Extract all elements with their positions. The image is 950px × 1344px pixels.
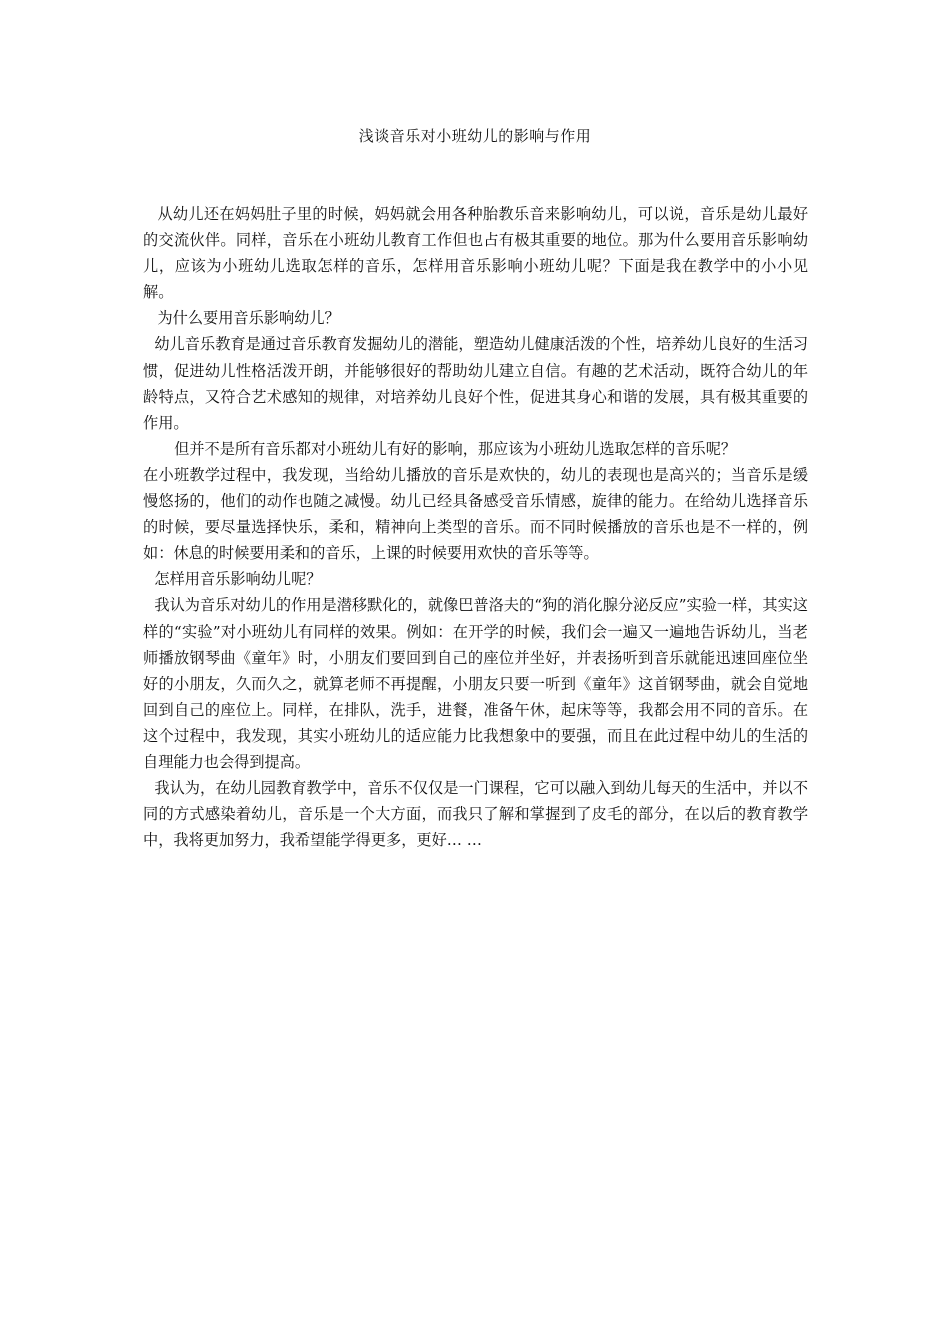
heading-why: 为什么要用音乐影响幼儿？: [157, 309, 340, 328]
heading-how: 怎样用音乐影响幼儿呢？: [154, 570, 322, 589]
paragraph-teaching-observation: 在小班教学过程中，我发现，当给幼儿播放的音乐是欢快的，幼儿的表现也是高兴的；当音乐是缓慢悠扬的，他们的动作也随之减慢。幼儿已经具备感受音乐情感，旋律的能力。在给幼儿选择音乐的时候，要尽量选择快乐，柔和，精神向上类型的音乐。而不同时候播放的音乐也是不一样的，例如：休息的时候要用柔和的音乐，上课的时候要用欢快的音乐等等。: [143, 465, 808, 563]
paragraph-conclusion: 我认为，在幼儿园教育教学中，音乐不仅仅是一门课程，它可以融入到幼儿每天的生活中，并以不同的方式感染着幼儿，音乐是一个大方面，而我只了解和掌握到了皮毛的部分，在以后的教育教学中，我将更加努力，我希望能学得更多，更好… …: [143, 779, 808, 850]
document-title: 浅谈音乐对小班幼儿的影响与作用: [358, 127, 592, 145]
paragraph-question-choice: 但并不是所有音乐都对小班幼儿有好的影响，那应该为小班幼儿选取怎样的音乐呢？: [174, 439, 737, 458]
paragraph-pavlov-example: 我认为音乐对幼儿的作用是潜移默化的，就像巴普洛夫的“狗的消化腺分泌反应”实验一样，其实这样的“实验”对小班幼儿有同样的效果。例如：在开学的时候，我们会一遍又一遍地告诉幼儿，当老师播放钢琴曲《童年》时，小朋友们要回到自己的座位并坐好，并表扬听到音乐就能迅速回座位坐好的小朋友，久而久之，就算老师不再提醒，小朋友只要一听到《童年》这首钢琴曲，就会自觉地回到自己的座位上。同样，在排队，洗手，进餐，准备午休，起床等等，我都会用不同的音乐。在这个过程中，我发现，其实小班幼儿的适应能力比我想象中的要强，而且在此过程中幼儿的生活的自理能力也会得到提高。: [143, 596, 808, 771]
paragraph-intro: 从幼儿还在妈妈肚子里的时候，妈妈就会用各种胎教乐音来影响幼儿，可以说，音乐是幼儿最好的交流伙伴。同样，音乐在小班幼儿教育工作但也占有极其重要的地位。那为什么要用音乐影响幼儿，应该为小班幼儿选取怎样的音乐，怎样用音乐影响小班幼儿呢？下面是我在教学中的小小见解。: [143, 205, 808, 302]
paragraph-music-education: 幼儿音乐教育是通过音乐教育发掘幼儿的潜能，塑造幼儿健康活泼的个性，培养幼儿良好的生活习惯，促进幼儿性格活泼开朗，并能够很好的帮助幼儿建立自信。有趣的艺术活动，既符合幼儿的年龄特点，又符合艺术感知的规律，对培养幼儿良好个性，促进其身心和谐的发展，具有极其重要的作用。: [143, 335, 808, 432]
document-body: [143, 201, 808, 853]
